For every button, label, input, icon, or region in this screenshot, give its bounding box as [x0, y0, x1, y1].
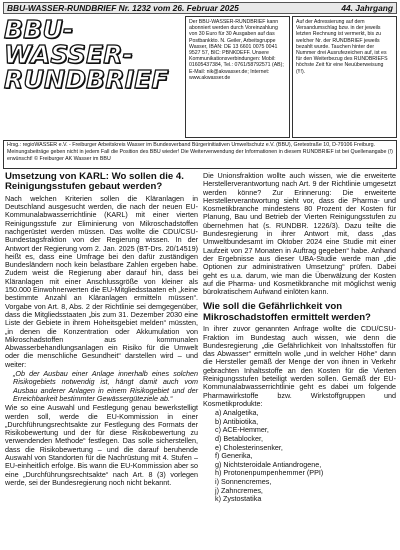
- publisher-box: [3, 140, 397, 169]
- article-1-quote: „Ob der Ausbau einer Anlage innerhalb eines solchen Risikogebiets notwendig ist, hängt damit auch vom Ausbau anderer Anlagen in einem Risikogebiet und der Erreichbarkeit bestimmter Gewässergüteziele ab.“: [13, 369, 198, 403]
- payment-note-box: [292, 16, 397, 138]
- list-item: b) Antibiotika,: [215, 416, 259, 426]
- article-1-paragraph-1: Nach welchen Kriterien sollen die Kläranlagen in Deutschland ausgesucht werden, die nach der neuen EU-Kommunalabwasserrichtlinie (KARL) mit einer vierten Reinigungsstufe zur Eliminierung von Mikroschadstoffen nachgerüstet werden müssen. Das wollte die CDU/CSU-Bundestagsfraktion von der Regierung wissen. In der Antwort der Regierung vom 2. Jan. 2025 (BT-Drs. 20/14519) heißt es, dass eine Umfrage bei den dafür zuständigen Bundesländern noch kein belastbare Zahlen ergeben habe. Zudem weist die Regierung aber darauf hin, dass bei Kläranlagen mit einer Anschlussgröße von kleiner als 150.000 Einwohnerwerten die EU-Mitgliedsstaaten eh „keine bestimmte Anzahl an Kläranlagen ermitteln müssen“. Vorgabe von Art. 8, Abs. 2 der Richtlinie sei demgegenüber, dass die Mitgliedsstaaten „bis zum 31. Dezember 2030 eine Liste der Gebiete in ihrem Hoheitsgebiet melden“ müssten, „in denen die Konzentration oder Akkumulation von Mikroschadstoffen aus kommunalen Abwasserbehandlungsanlagen ein Risiko für die Umwelt oder die menschliche Gesundheit“ darstellen wird – und weiter:: [5, 193, 198, 369]
- issue-line: BBU-WASSER-RUNDBRIEF Nr. 1232 vom 26. Februar 2025: [7, 3, 239, 13]
- article-1-paragraph-2: Wie so eine Auswahl und Festlegung genau bewerkstelligt werden soll, werde die EU-Kommission in einer „Durchführungsrechtsakte zur Festlegung des Formats der Risikobewertung und der für diese Risikobewertung zu verwendenden Methode“ festlegen. Das solle sicherstellen, dass die Risikobewertung – und die darauf beruhende Auswahl von Standorten für die Nachrüstung mit 4. Stufen – EU-einheitlich erfolge. Bis wann die EU-Kommission aber so eine „Durchführungsrechtsakte“ nach Art. 8 (3) vorlegen werde, sei der Bundesregierung noch nicht bekannt.: [5, 403, 198, 487]
- list-item: h) Protonenpumpenhemmer (PPI): [215, 468, 324, 478]
- subscription-info-text: Der BBU-WASSER-RUNDBRIEF kann abonniert werden durch Voreinzahlung von 30 Euro für 30 Ausgaben auf das Postbankkto. N. Geiler, Arbeitsgruppe Wasser, IBAN: DE 13 6601 0075 0041 9527 57, BIC: PBNKDEFF. Unsere Kommunikationsverbindungen: Mobil: 01605437384, Tel.: 0761/58792571 (AB); E-Mail: nik@akwasser.de; Internet: www.akwasser.de: [189, 19, 284, 81]
- article-1-title: Umsetzung von KARL: Wo sollen die 4. Reinigungsstufen gebaut werden?: [5, 171, 184, 193]
- list-item: e) Cholesterinsenker,: [215, 442, 283, 452]
- list-item: c) ACE-Hemmer,: [215, 425, 269, 435]
- right-column: [203, 172, 396, 504]
- volume-label: 44. Jahrgang: [341, 3, 393, 13]
- publisher-text: Hrsg.: regioWASSER e.V. - Freiburger Arbeitskreis Wasser im Bundesverband Bürgerinitiativen Umweltschutz e.V. (BBU), Gretestraße 10, D-79106 Freiburg. Meinungsbeiträge geben nicht in jedem Fall die Position des BBU wieder! Die Weiterverwendung der Informationen in diesem RUNDBRIEF ist bei Quellenangabe (!) erwünscht! © Freiburger AK Wasser im BBU: [7, 142, 393, 162]
- list-item: a) Analgetika,: [215, 408, 259, 418]
- substance-list: [203, 409, 396, 504]
- article-2-title: Wie soll die Gefährlichkeit von Mikroschadstoffen ermittelt werden?: [203, 301, 371, 323]
- list-item: i) Sonnencremes,: [215, 476, 272, 486]
- article-1-continued-paragraph: Die Unionsfraktion wollte auch wissen, wie die erweiterte Herstellerverantwortung nach Art. 9 der Richtlinie umgesetzt werden könne? Zur Erinnerung: Die erweiterte Herstellerverantwortung sieht vor, dass die Pharma- und Kosmetikbranche mindestens 80 Prozent der Kosten für Planung, Bau und Betrieb der Vierten Reinigungsstufen zu übernehmen hat (s. RUNDBR. 1226/3). Dazu teilte die Bundesregierung in ihrer Antwort mit, dass „das Umweltbundesamt im Oktober 2024 eine Studie mit einer Laufzeit von 27 Monaten in Auftrag gegeben“ habe. Anhand der Ergebnisse aus dieser UBA-Studie werde man „die Optionen zur administrativen Umsetzung“ prüfen. Dabei geht es u.a. darum, wie man die Überwälzung der Kosten auf die Pharma- und Kosmetikbranche mit möglichst wenig bürokratischem Aufwand einlöten kann.: [203, 171, 396, 297]
- payment-note-text: Auf der Adressierung auf dem Versandumschlag bzw. in der jeweils letzten Rechnung ist vermerkt, bis zu welcher Nr. der RUNDBRIEF jeweils bezahlt wurde. Tauchen hinter der Nummer drei Ausrufezeichen auf, ist es für den Weiterbezug des RUNDBRIEFS höchste Zeit für eine Neuüberweisung (!!!).: [296, 19, 388, 75]
- left-column: [5, 172, 198, 488]
- article-2-paragraph-1: In ihrer zuvor genannten Anfrage wollte die CDU/CSU-Fraktion im Bundestag auch wissen, wie denn die Bundesregierung „die Gefährlichkeit von Inhaltsstoffen für das Abwasser“ ermitteln wolle „und in welcher Höhe“ dann die Hersteller gemäß der Menge der von ihnen in Verkehr gebrachten Inhaltsstoffe an den Kosten für die Vierten Reinigungsstufen beteiligt werden sollen. Gemäß der EU-Kommunalabwasserrichtlinie geht es dabei um folgende Pharmawirkstoffe bzw. Wirkstoffgruppen und Kosmetikprodukte:: [203, 324, 396, 408]
- logo-line-2: WASSER-: [4, 40, 134, 69]
- list-item: g) Nichtsteroidale Antiandrogene,: [215, 459, 322, 469]
- issue-header-bar: [3, 2, 397, 14]
- logo-line-1: BBU-: [4, 15, 74, 44]
- subscription-info-box: [185, 16, 290, 138]
- list-item: j) Zahncremes,: [215, 485, 263, 495]
- list-item: k) Zystostatika: [215, 494, 262, 504]
- list-item: d) Betablocker,: [215, 434, 263, 444]
- newsletter-logo: [4, 17, 184, 92]
- list-item: f) Generika,: [215, 451, 253, 461]
- logo-line-3: RUNDBRIEF: [4, 65, 169, 94]
